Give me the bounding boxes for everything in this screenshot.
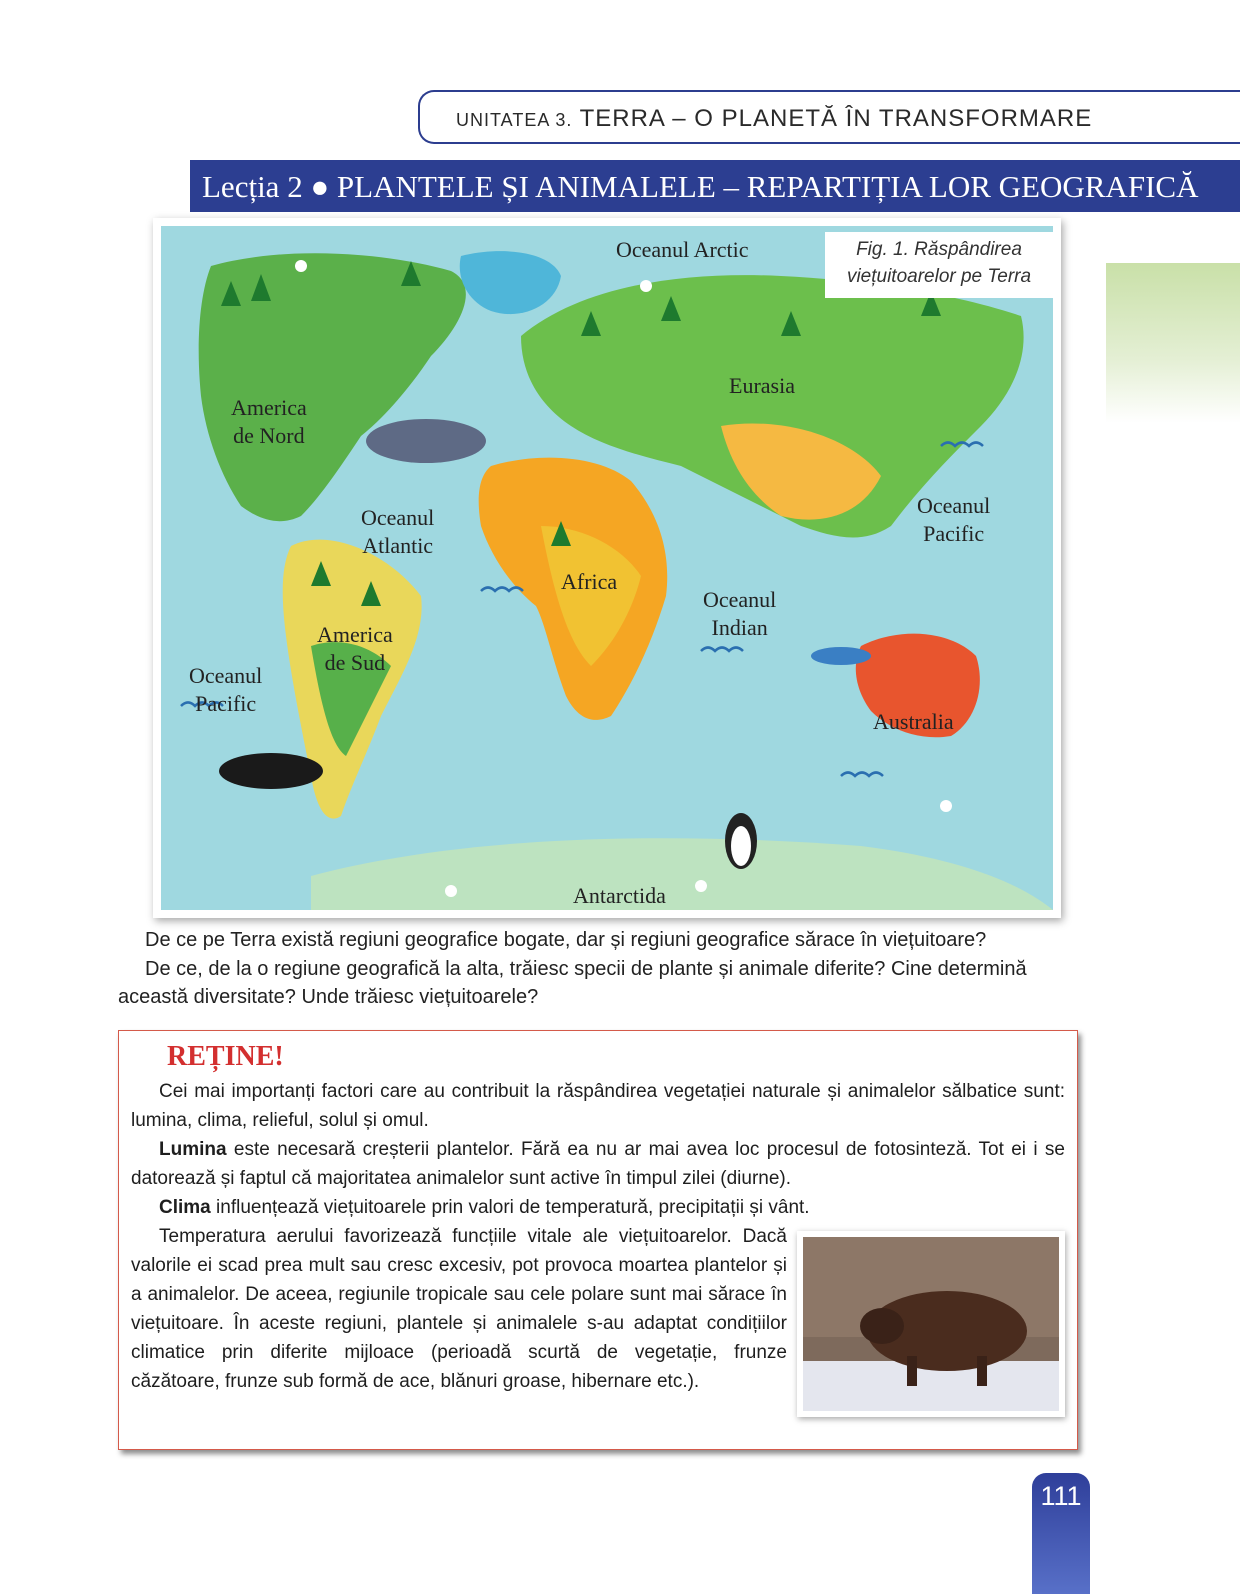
retine-paragraph-2 bbox=[131, 1135, 1065, 1193]
label-arctic-ocean: Oceanul Arctic bbox=[616, 237, 749, 262]
figure-caption bbox=[825, 232, 1053, 298]
label-pacific-ocean-east bbox=[917, 492, 990, 548]
label-pacific-west-1: Oceanul bbox=[189, 663, 263, 688]
lumina-term: Lumina bbox=[159, 1139, 227, 1160]
label-north-america-1: America bbox=[231, 395, 307, 420]
label-pacific-west-2: Pacific bbox=[195, 691, 257, 716]
lesson-title: Lecția 2 ● PLANTELE ȘI ANIMALELE – REPARTIȚIA LOR GEOGRAFICĂ bbox=[202, 169, 1199, 204]
label-antarctica: Antarctida bbox=[573, 883, 666, 908]
label-indian-2: Indian bbox=[711, 615, 768, 640]
label-eurasia: Eurasia bbox=[729, 373, 795, 398]
clima-text: influențează viețuitoarele prin valori de temperatură, precipitații și vânt. bbox=[210, 1197, 810, 1218]
label-pacific-east-2: Pacific bbox=[923, 521, 985, 546]
label-south-america-1: America bbox=[317, 622, 393, 647]
whale-illustration bbox=[366, 419, 486, 463]
label-north-america-2: de Nord bbox=[233, 423, 305, 448]
unit-prefix: UNITATEA 3. bbox=[456, 110, 573, 130]
retine-paragraph-3 bbox=[131, 1193, 1065, 1222]
musk-ox-photo bbox=[797, 1231, 1065, 1417]
clima-term: Clima bbox=[159, 1197, 211, 1218]
label-atlantic-1: Oceanul bbox=[361, 505, 435, 530]
label-indian-1: Oceanul bbox=[703, 587, 777, 612]
label-south-america bbox=[317, 621, 393, 677]
musk-ox-image bbox=[797, 1231, 1065, 1417]
label-atlantic-2: Atlantic bbox=[362, 533, 434, 558]
question-2a: De ce, de la o regiune geografică la alta, trăiesc specii de plante și animale diferite? Cine determină bbox=[145, 958, 1027, 980]
label-africa: Africa bbox=[561, 569, 618, 594]
caption-line-1: Fig. 1. Răspândirea bbox=[856, 239, 1022, 260]
page-number: 111 bbox=[1040, 1481, 1082, 1511]
north-america-shape bbox=[199, 253, 466, 521]
label-australia: Australia bbox=[873, 709, 954, 734]
label-indian-ocean bbox=[703, 586, 776, 642]
label-north-america bbox=[231, 394, 307, 450]
world-map-figure bbox=[153, 218, 1061, 918]
retine-box bbox=[118, 1030, 1078, 1450]
unit-heading bbox=[456, 105, 1092, 133]
dolphin-illustration bbox=[811, 647, 871, 665]
label-south-america-2: de Sud bbox=[324, 650, 386, 675]
greenland-shape bbox=[460, 251, 561, 314]
label-atlantic-ocean bbox=[361, 504, 434, 560]
orca-illustration bbox=[219, 753, 323, 789]
retine-paragraph-1: Cei mai importanți factori care au contribuit la răspândirea vegetației naturale și animalelor sălbatice sunt: lumina, clima, relieful, solul și omul. bbox=[131, 1081, 1065, 1131]
retine-paragraph-4: Temperatura aerului favorizează funcțiile vitale ale viețuitoarelor. Dacă valorile ei scad prea mult sau cresc excesiv, pot provoca moartea plantelor și a animalelor. De aceea, regiunile tropicale sau cele polare sunt mai sărace în viețuitoare. În aceste regiuni, plantele și animalele s-au adaptat condițiilor climatice prin diferite mijloace (perioadă scurtă de vegetație, frunze căzătoare, frunze sub formă de ace, blănuri groase, hibernare etc.). bbox=[131, 1226, 787, 1392]
antarctica-shape bbox=[311, 838, 1053, 910]
lumina-text: este necesară creșterii plantelor. Fără ea nu ar mai avea loc procesul de fotosinteză. Tot ei i se datorează și faptul că majoritatea animalelor sunt active în timpul zilei (diurne). bbox=[131, 1139, 1065, 1189]
retine-title: REȚINE! bbox=[167, 1041, 284, 1072]
label-pacific-east-1: Oceanul bbox=[917, 493, 991, 518]
caption-line-2: viețuitoarelor pe Terra bbox=[846, 266, 1032, 287]
question-1: De ce pe Terra există regiuni geografice bogate, dar și regiuni geografice sărace în viețuitoare? bbox=[145, 929, 987, 951]
label-pacific-ocean-west bbox=[189, 662, 262, 718]
unit-title: TERRA – O PLANETĂ ÎN TRANSFORMARE bbox=[579, 105, 1093, 132]
world-map bbox=[161, 226, 1053, 910]
side-decoration bbox=[1106, 263, 1240, 423]
lesson-title-bar bbox=[190, 160, 1240, 212]
question-2b: această diversitate? Unde trăiesc viețuitoarele? bbox=[118, 986, 539, 1008]
page-number-tab bbox=[1032, 1473, 1090, 1594]
unit-banner bbox=[418, 90, 1240, 144]
